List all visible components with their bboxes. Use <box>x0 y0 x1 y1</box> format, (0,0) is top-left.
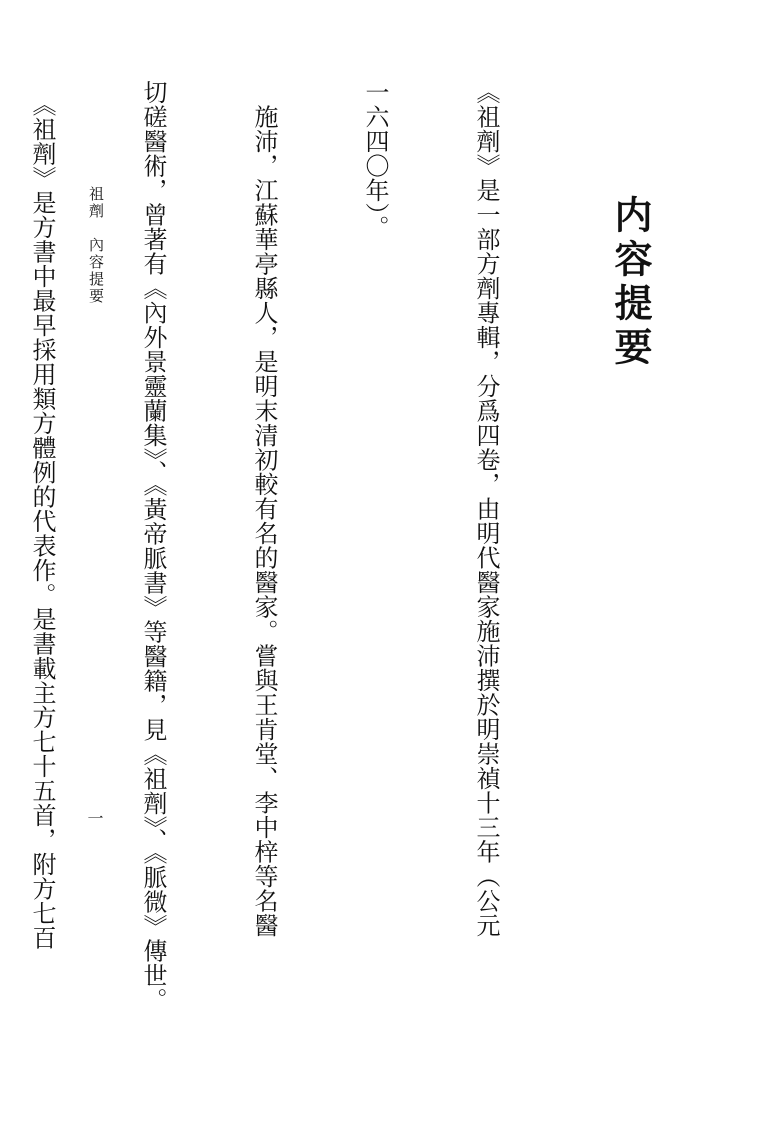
text-column: 切磋醫術，曾著有《內外景靈蘭集》、《黃帝脈書》等醫籍，見《祖劑》、《脈微》傳世。 <box>139 80 167 1012</box>
text-column: 一六四〇年）。 <box>361 80 389 240</box>
page-number: 一 <box>85 810 104 826</box>
text-column: 《祖劑》是一部方劑專輯，分爲四卷，由明代醫家施沛撰於明崇禎十三年（公元 <box>472 80 500 938</box>
page-title: 内容提要 <box>608 195 653 371</box>
running-head: 祖劑 內容提要 <box>87 186 105 305</box>
text-column: 《祖劑》是方書中最早採用類方體例的代表作。是書載主方七十五首，附方七百 <box>28 80 56 950</box>
text-column: 施沛，江蘇華亭縣人，是明末清初較有名的醫家。嘗與王肯堂、李中梓等名醫 <box>250 80 278 938</box>
